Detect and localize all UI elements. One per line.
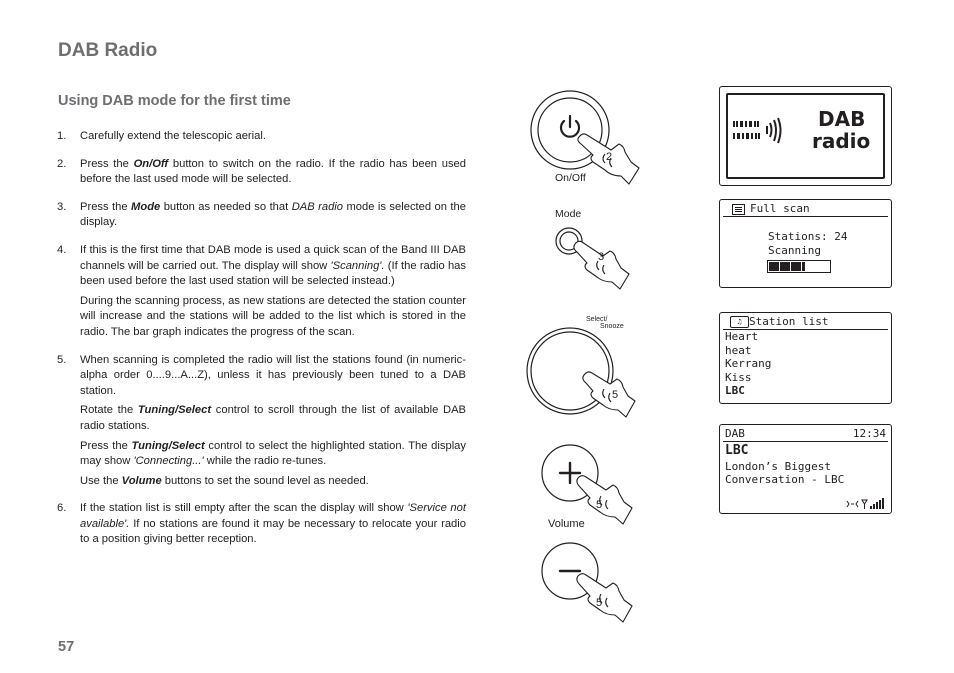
step-number: 5. [57,353,67,366]
volume-down-button-illustration [530,538,650,633]
display-now-playing [719,424,892,514]
signal-strength-icon [846,498,888,510]
step-item [57,129,466,145]
emphasis-text: 'Connecting...' [133,455,204,468]
step-paragraph [80,439,466,470]
emphasis-text: Tuning/Select [137,404,212,417]
text-run: Press the [80,439,132,452]
page-number: 57 [58,639,75,655]
pointing-hand-icon [577,574,632,622]
step-number: 5 [612,389,619,401]
tuning-select-knob-illustration [520,322,640,422]
step-number: 1. [57,130,67,142]
text-run: Press the [80,157,134,170]
mode-indicator: DAB [725,427,745,440]
dls-text-line-1: London’s Biggest [725,460,831,473]
power-icon [561,116,579,137]
text-run: If the station list is still empty after the scan the display will show [80,502,408,515]
step-number: 4. [57,243,67,256]
pointing-hand-icon [577,476,632,524]
pointing-hand-icon [574,241,629,289]
text-run: control to select the highlighted station. The display may show [80,439,466,468]
station-list-item[interactable]: LBC [725,384,745,397]
snooze-label: Snooze [600,323,624,330]
emphasis-text: Tuning/Select [131,439,205,452]
text-run: mode is selected on the display. [80,200,466,229]
emphasis-text: 'Scanning'. [330,259,385,272]
station-list-item[interactable]: heat [725,343,752,357]
screen-header [723,427,888,442]
emphasis-text: DAB radio [291,200,344,213]
step-paragraph [80,501,466,548]
step-number: 5 [596,499,603,511]
station-list [725,330,771,398]
step-number: 2. [57,157,67,170]
text-run: button to switch on the radio. If the radio has been used before the last used mode will be selected. [80,157,466,186]
step-number: 5 [596,597,603,609]
step-number: 3. [57,200,67,213]
station-list-item[interactable]: Heart [725,330,759,343]
step-paragraph [80,243,466,290]
text-run: (If the radio has been used before the last used station will be selected instead.) [80,259,466,288]
page-title: DAB Radio [58,40,158,61]
text-run: During the scanning process, as new stations are detected the station counter will increase and the stations will be added to the list which is stored in the radio. The bar graph indicates the progress of the scan. [80,294,466,338]
scan-header-text: Full scan [750,202,810,215]
step-paragraph [80,353,466,400]
step-paragraph [80,157,466,188]
dab-title-text: DAB [818,107,866,131]
mode-button-illustration [545,220,645,290]
display-station-list [719,312,892,404]
text-run: Use the [80,474,122,487]
step-item [57,157,466,188]
text-run: button as needed so that [160,200,292,213]
onoff-button-illustration [525,88,655,188]
scan-progress-bar [767,260,831,273]
step-paragraph [80,200,466,231]
step-number: 2 [606,151,613,163]
station-list-item[interactable]: Kerrang [725,357,772,370]
music-note-icon: ♫ [730,316,749,328]
text-run: Rotate the [80,404,138,417]
display-full-scan [719,199,892,288]
section-heading: Using DAB mode for the first time [58,93,291,109]
screen-header [723,202,888,217]
display-dab-radio [719,86,892,186]
text-run: When scanning is completed the radio will list the stations found (in numeric-alpha order 0....9...A...Z), unless it has previously been tuned to a DAB station. [80,353,466,397]
stations-count: Stations: 24 [768,230,848,243]
select-label: Select/ [586,316,608,323]
step-paragraph [80,129,466,145]
text-run: buttons to set the sound level as needed. [161,474,369,487]
emphasis-text: Volume [121,474,162,487]
dls-text-line-2: Conversation - LBC [725,473,845,486]
text-run: while the radio re-tunes. [203,455,327,468]
station-name: LBC [725,443,749,458]
station-list-header-text: Station list [749,315,829,328]
step-number: 6. [57,502,67,515]
list-icon [732,204,745,215]
volume-label: Volume [548,518,585,530]
pointing-hand-icon [583,372,635,417]
scanning-status: Scanning [768,244,821,257]
emphasis-text: Mode [131,200,161,213]
mode-label: Mode [555,208,582,220]
text-run: If this is the first time that DAB mode is used a quick scan of the Band III DAB channels will be carried out. The display will show [80,243,466,272]
station-list-item[interactable]: Kiss [725,370,752,384]
onoff-label: On/Off [555,172,586,184]
text-run: If no stations are found it may be necessary to relocate your radio to a position giving better reception. [80,517,466,546]
step-item [57,243,466,341]
step-item [57,501,466,548]
text-run: control to scroll through the list of available DAB radio stations. [80,404,466,432]
text-run: Press the [80,200,132,213]
step-item [57,200,466,231]
screen-header [723,315,888,330]
step-number: 3 [598,251,605,263]
emphasis-text: 'Service not available'. [80,502,466,530]
step-item [57,353,466,490]
step-paragraph [80,403,466,434]
clock-time: 12:34 [852,427,886,440]
text-run: Carefully extend the telescopic aerial. [80,130,266,142]
emphasis-text: On/Off [133,157,169,170]
steps-list [57,129,466,560]
step-paragraph [80,474,466,490]
dab-signal-icon [733,117,793,145]
radio-title-text: radio [812,129,871,153]
step-paragraph [80,294,466,341]
